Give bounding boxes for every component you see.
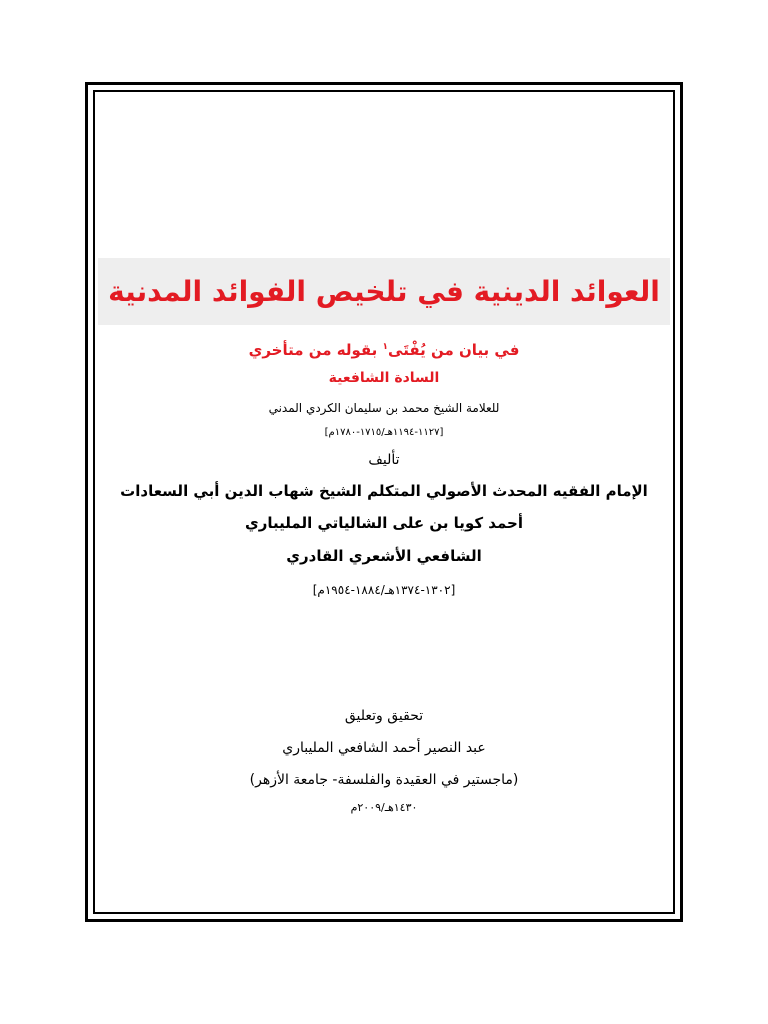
- book-subtitle-line2: السادة الشافعية: [328, 370, 440, 386]
- book-subtitle: [95, 338, 673, 362]
- original-author: للعلامة الشيخ محمد بن سليمان الكردي المدني: [268, 401, 500, 415]
- author-dates: [١٣٠٢-١٣٧٤هـ/١٨٨٤-١٩٥٤م]: [312, 583, 456, 597]
- footnote-marker: ١: [382, 342, 389, 352]
- subtitle-text-before: في بيان من يُفْتَى: [388, 341, 520, 359]
- publication-date: ١٤٣٠هـ/٢٠٠٩م: [350, 801, 418, 814]
- author-line-3: الشافعي الأشعري القادري: [286, 547, 482, 565]
- book-title: العوائد الدينية في تلخيص الفوائد المدنية: [108, 274, 660, 308]
- author-line-2: أحمد كويا بن على الشالياتي المليباري: [245, 514, 523, 532]
- editor-credentials: (ماجستير في العقيدة والفلسفة- جامعة الأزهر): [249, 772, 519, 788]
- original-author-dates: [١١٢٧-١١٩٤هـ/١٧١٥-١٧٨٠م]: [324, 427, 444, 438]
- title-banner: [98, 258, 670, 325]
- editing-label: تحقيق وتعليق: [344, 708, 424, 724]
- authorship-label: تأليف: [368, 452, 400, 468]
- author-line-1: الإمام الفقيه المحدث الأصولي المتكلم الشيخ شهاب الدين أبي السعادات: [120, 482, 648, 500]
- subtitle-text-after: بقوله من متأخري: [248, 341, 378, 359]
- editor-name: عبد النصير أحمد الشافعي المليباري: [282, 740, 486, 756]
